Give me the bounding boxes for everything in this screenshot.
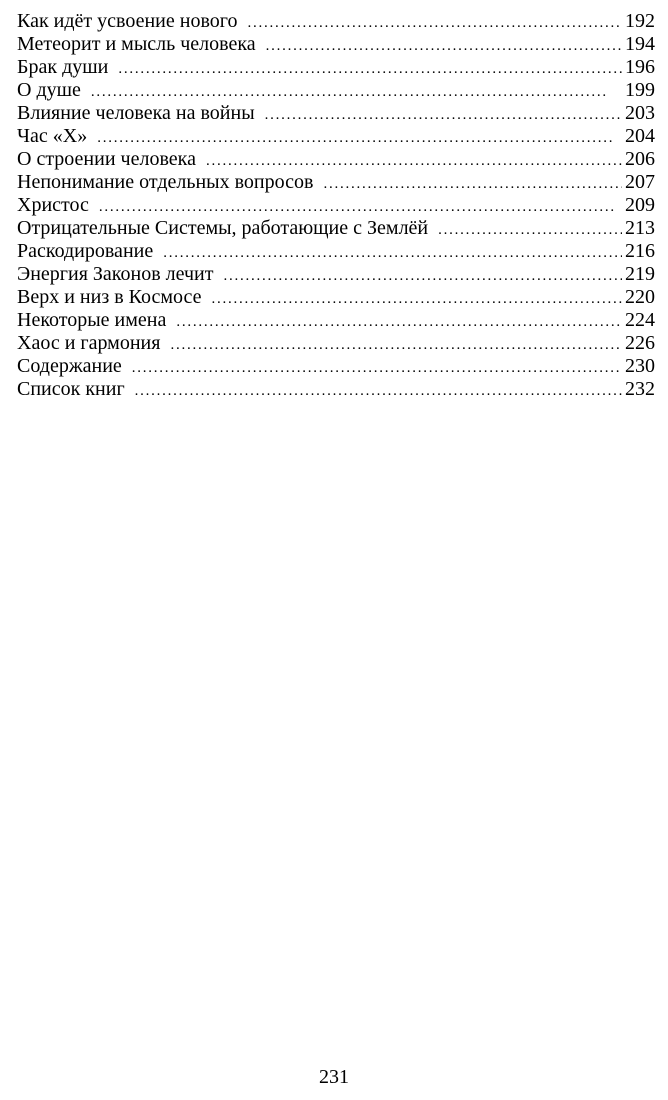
toc-entry [17,194,655,217]
toc-entry-title: Как идёт усвоение нового [17,10,238,32]
toc-entry-page: 232 [625,378,655,400]
toc-dot-leader [118,58,622,81]
toc-entry [17,102,655,125]
toc-entry-page: 226 [625,332,655,354]
toc-entry-page: 206 [625,148,655,170]
toc-entry-page: 213 [625,217,655,239]
toc-dot-leader [265,104,622,127]
toc-entry-title: Раскодирование [17,240,154,262]
toc-entry [17,56,655,79]
toc-entry [17,263,655,286]
toc-entry-page: 207 [625,171,655,193]
toc-entry-page: 204 [625,125,655,147]
toc-entry [17,79,655,102]
toc-entry-title: Энергия Законов лечит [17,263,214,285]
toc-entry [17,33,655,56]
toc-entry-page: 230 [625,355,655,377]
toc-entry-title: Содержание [17,355,122,377]
toc-entry-page: 194 [625,33,655,55]
toc-dot-leader [176,311,622,334]
toc-entry-title: О душе [17,79,81,101]
toc-entry-title: Христос [17,194,89,216]
toc-entry [17,309,655,332]
toc-entry [17,148,655,171]
toc-entry [17,286,655,309]
toc-entry-title: О строении человека [17,148,196,170]
toc-entry [17,378,655,401]
toc-dot-leader [170,334,622,357]
toc-entry-title: Верх и низ в Космосе [17,286,202,308]
toc-entry-title: Хаос и гармония [17,332,161,354]
toc-dot-leader [163,242,622,265]
toc-entry-title: Влияние человека на войны [17,102,255,124]
toc-entry-title: Некоторые имена [17,309,167,331]
toc-entry [17,125,655,148]
toc-entry-page: 219 [625,263,655,285]
toc-entry-title: Метеорит и мысль человека [17,33,256,55]
toc-dot-leader [212,288,622,311]
toc-dot-leader [438,219,622,242]
toc-dot-leader [97,127,622,150]
toc-entry-page: 224 [625,309,655,331]
toc-dot-leader [99,196,622,219]
toc-dot-leader [132,357,622,380]
toc-entry [17,332,655,355]
toc-entry-title: Брак души [17,56,109,78]
toc-entry [17,240,655,263]
toc-entry-title: Список книг [17,378,125,400]
toc-entry-page: 220 [625,286,655,308]
page-number: 231 [319,1066,349,1088]
toc-dot-leader [206,150,622,173]
toc-entry-page: 216 [625,240,655,262]
table-of-contents [17,10,655,401]
toc-entry-page: 192 [625,10,655,32]
toc-entry-title: Отрицательные Системы, работающие с Землёй [17,217,429,239]
toc-entry [17,10,655,33]
toc-dot-leader [266,35,622,58]
toc-entry [17,355,655,378]
toc-dot-leader [135,380,622,403]
toc-entry-page: 199 [625,79,655,101]
toc-entry-page: 209 [625,194,655,216]
toc-dot-leader [323,173,622,196]
toc-entry-title: Непонимание отдельных вопросов [17,171,314,193]
toc-entry-page: 203 [625,102,655,124]
toc-dot-leader [247,12,622,35]
toc-dot-leader [91,81,622,104]
toc-entry-page: 196 [625,56,655,78]
toc-dot-leader [224,265,623,288]
toc-entry-title: Час «X» [17,125,88,147]
toc-entry [17,217,655,240]
toc-entry [17,171,655,194]
